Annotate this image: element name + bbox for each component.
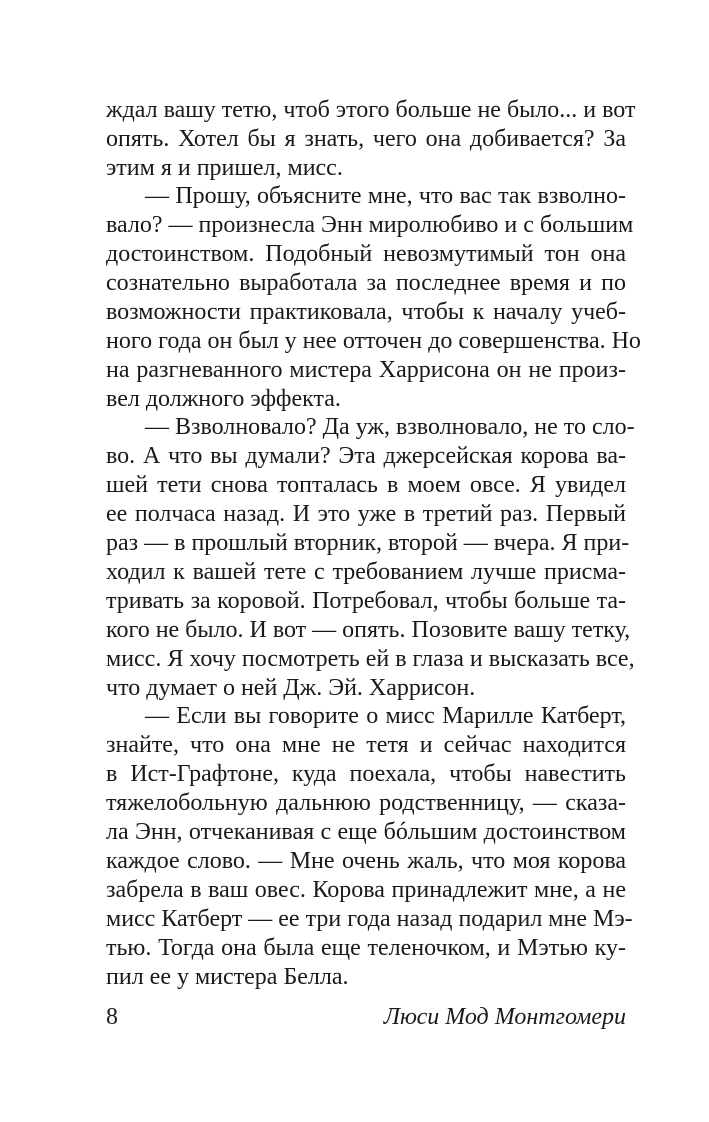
page-number: 8 bbox=[106, 1004, 118, 1030]
text-line: ного года он был у нее отточен до совершенства. Но bbox=[106, 328, 641, 354]
text-line: мисс. Я хочу посмотреть ей в глаза и высказать все, bbox=[106, 646, 635, 672]
text-line: раз — в прошлый вторник, второй — вчера. Я при- bbox=[106, 530, 630, 556]
text-line: на разгневанного мистера Харрисона он не произ- bbox=[106, 357, 626, 383]
text-line: тяжелобольную дальнюю родственницу, — сказа- bbox=[106, 790, 626, 816]
text-line: в Ист-Графтоне, куда поехала, чтобы навестить bbox=[106, 761, 626, 787]
text-line: пил ее у мистера Белла. bbox=[106, 964, 349, 990]
text-line: кого не было. И вот — опять. Позовите вашу тетку, bbox=[106, 617, 631, 643]
text-line: тью. Тогда она была еще теленочком, и Мэтью ку- bbox=[106, 935, 626, 961]
text-line: ходил к вашей тете с требованием лучше присма- bbox=[106, 559, 626, 585]
text-line: мисс Катберт — ее три года назад подарил мне Мэ- bbox=[106, 906, 633, 932]
text-line: забрела в ваш овес. Корова принадлежит мне, а не bbox=[106, 877, 626, 903]
text-line: достоинством. Подобный невозмутимый тон она bbox=[106, 241, 626, 267]
text-line: вало? — произнесла Энн миролюбиво и с большим bbox=[106, 212, 634, 238]
text-line: каждое слово. — Мне очень жаль, что моя корова bbox=[106, 848, 626, 874]
text-line: ла Энн, отчеканивая с еще бóльшим достоинством bbox=[106, 819, 626, 845]
text-line: что думает о ней Дж. Эй. Харрисон. bbox=[106, 675, 476, 701]
text-line: сознательно выработала за последнее время и по bbox=[106, 270, 626, 296]
text-line: тривать за коровой. Потребовал, чтобы больше та- bbox=[106, 588, 626, 614]
text-line: вел должного эффекта. bbox=[106, 386, 341, 412]
text-line: во. А что вы думали? Эта джерсейская корова ва- bbox=[106, 443, 626, 469]
text-line: возможности практиковала, чтобы к началу учеб- bbox=[106, 299, 626, 325]
text-line: — Если вы говорите о мисс Марилле Катберт, bbox=[145, 703, 626, 729]
text-line: — Взволновало? Да уж, взволновало, не то сло- bbox=[145, 414, 635, 440]
text-line: знайте, что она мне не тетя и сейчас находится bbox=[106, 732, 626, 758]
running-footer-author: Люси Мод Монтгомери bbox=[383, 1004, 626, 1030]
text-line: этим я и пришел, мисс. bbox=[106, 155, 343, 181]
text-line: шей тети снова топталась в моем овсе. Я увидел bbox=[106, 472, 626, 498]
text-line: — Прошу, объясните мне, что вас так взволно- bbox=[145, 183, 626, 209]
text-line: ее полчаса назад. И это уже в третий раз. Первый bbox=[106, 501, 626, 527]
text-line: опять. Хотел бы я знать, чего она добивается? За bbox=[106, 126, 626, 152]
text-line: ждал вашу тетю, чтоб этого больше не было... и вот bbox=[106, 97, 636, 123]
